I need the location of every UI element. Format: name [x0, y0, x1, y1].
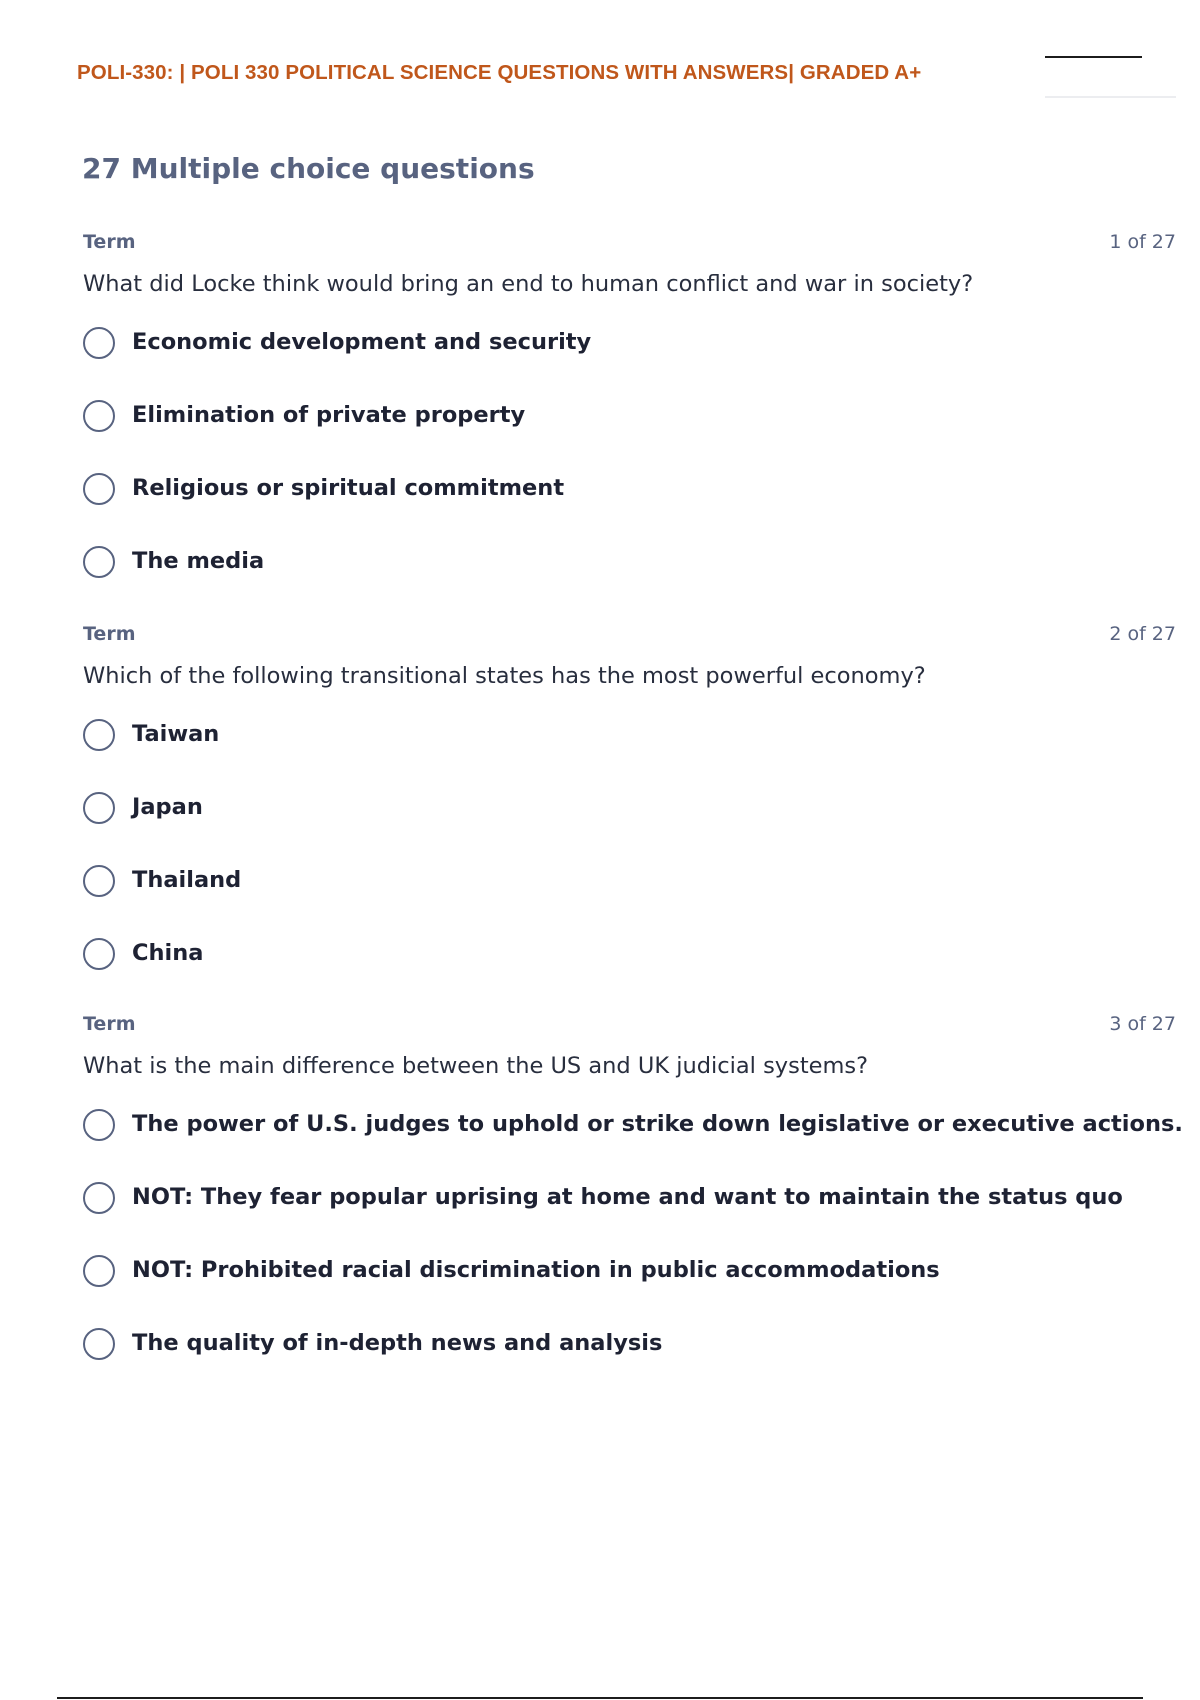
radio-button[interactable] — [83, 1255, 115, 1287]
footer-divider — [57, 1697, 1143, 1699]
radio-button[interactable] — [83, 546, 115, 578]
answer-option[interactable] — [83, 938, 1176, 1011]
answer-option-label: The power of U.S. judges to uphold or strike down legislative or executive actions. — [132, 1111, 1183, 1137]
answer-options — [83, 1109, 1183, 1401]
radio-button[interactable] — [83, 1109, 115, 1141]
answer-option-label: Thailand — [132, 867, 242, 893]
answer-option[interactable] — [83, 473, 1176, 546]
term-label: Term — [83, 231, 136, 253]
section-heading: 27 Multiple choice questions — [82, 152, 535, 185]
radio-button[interactable] — [83, 1328, 115, 1360]
answer-option[interactable] — [83, 865, 1176, 938]
answer-option-label: China — [132, 940, 204, 966]
radio-button[interactable] — [83, 719, 115, 751]
radio-button[interactable] — [83, 327, 115, 359]
answer-option-label: Religious or spiritual commitment — [132, 475, 565, 501]
answer-option-label: The quality of in-depth news and analysis — [132, 1330, 663, 1356]
question-text: What is the main difference between the US and UK judicial systems? — [83, 1053, 869, 1079]
radio-button[interactable] — [83, 1182, 115, 1214]
term-label: Term — [83, 1013, 136, 1035]
answer-option[interactable] — [83, 792, 1176, 865]
answer-option[interactable] — [83, 546, 1176, 619]
answer-option[interactable] — [83, 1255, 1176, 1328]
answer-option-label: Economic development and security — [132, 329, 592, 355]
answer-option[interactable] — [83, 1328, 1176, 1401]
radio-button[interactable] — [83, 792, 115, 824]
answer-option-label: NOT: Prohibited racial discrimination in public accommodations — [132, 1257, 940, 1283]
document-title: POLI-330: | POLI 330 POLITICAL SCIENCE QUESTIONS WITH ANSWERS| GRADED A+ — [77, 61, 922, 84]
question-counter: 2 of 27 — [1109, 623, 1176, 645]
question-counter: 3 of 27 — [1109, 1013, 1176, 1035]
answer-option-label: NOT: They fear popular uprising at home and want to maintain the status quo — [132, 1184, 1123, 1210]
radio-button[interactable] — [83, 473, 115, 505]
answer-option[interactable] — [83, 1109, 1183, 1182]
question-counter: 1 of 27 — [1109, 231, 1176, 253]
radio-button[interactable] — [83, 865, 115, 897]
term-label: Term — [83, 623, 136, 645]
answer-option[interactable] — [83, 719, 1176, 792]
radio-button[interactable] — [83, 400, 115, 432]
answer-option[interactable] — [83, 327, 1176, 400]
answer-option-label: Japan — [132, 794, 203, 820]
header-divider — [1045, 56, 1142, 58]
question-text: What did Locke think would bring an end to human conflict and war in society? — [83, 271, 974, 297]
answer-options — [83, 719, 1176, 1011]
question-text: Which of the following transitional states has the most powerful economy? — [83, 663, 926, 689]
answer-option[interactable] — [83, 400, 1176, 473]
answer-option[interactable] — [83, 1182, 1176, 1255]
answer-options — [83, 327, 1176, 619]
question-card — [83, 623, 1176, 966]
header-divider-light — [1045, 96, 1176, 98]
answer-option-label: The media — [132, 548, 265, 574]
radio-button[interactable] — [83, 938, 115, 970]
question-card — [83, 1013, 1183, 1356]
answer-option-label: Taiwan — [132, 721, 220, 747]
answer-option-label: Elimination of private property — [132, 402, 526, 428]
question-card — [83, 231, 1176, 574]
